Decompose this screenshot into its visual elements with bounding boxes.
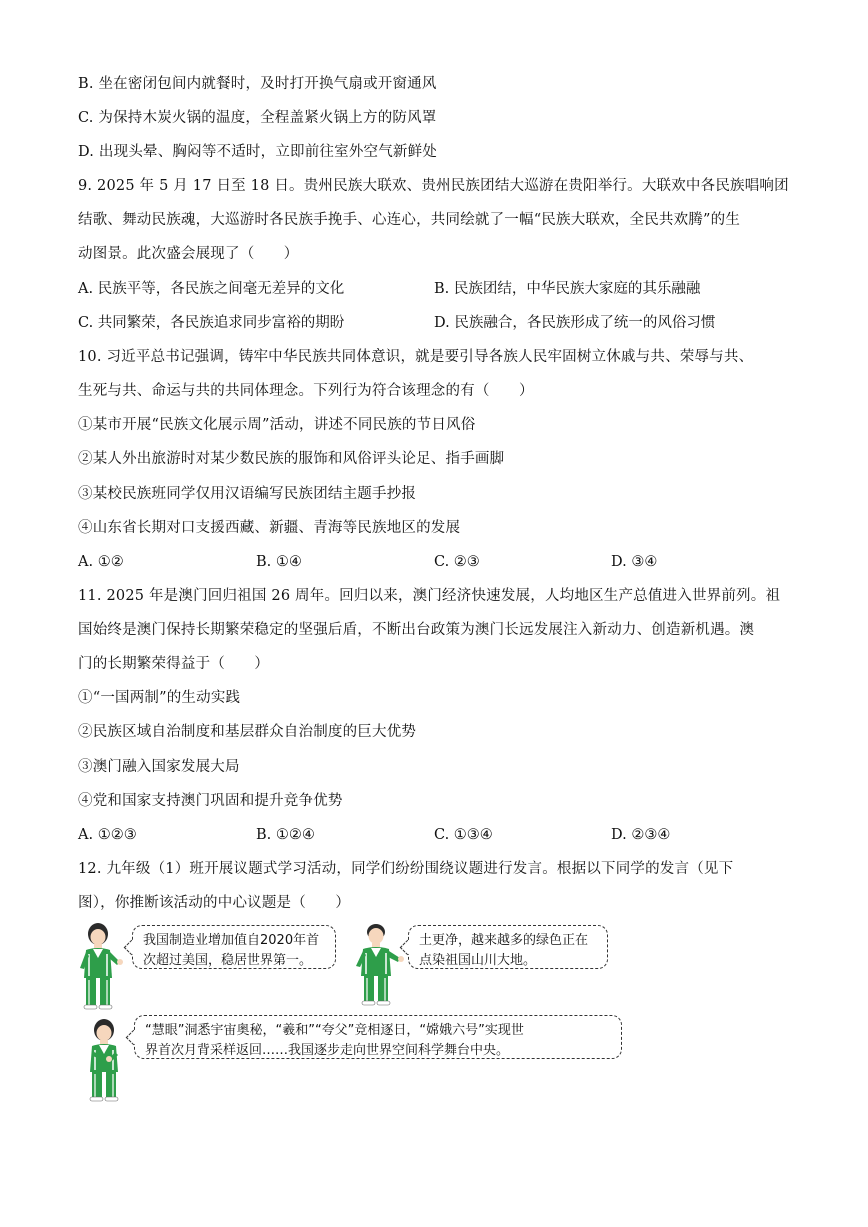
q10-statement-3: ③某校民族班同学仅用汉语编写民族团结主题手抄报 xyxy=(78,486,417,502)
q10-stem-line2: 生死与共、命运与共的共同体理念。下列行为符合该理念的有（ ） xyxy=(78,383,534,399)
q10-option-a: A. ①② xyxy=(78,554,124,570)
q8-option-d: D. 出现头晕、胸闷等不适时，立即前往室外空气新鲜处 xyxy=(78,144,438,160)
q11-statement-3: ③澳门融入国家发展大局 xyxy=(78,759,240,775)
q10-statement-4: ④山东省长期对口支援西藏、新疆、青海等民族地区的发展 xyxy=(78,520,461,536)
q11-option-d: D. ②③④ xyxy=(611,827,671,843)
q11-options-row xyxy=(78,825,798,845)
q11-stem-line2: 国始终是澳门保持长期繁荣稳定的坚强后盾，不断出台政策为澳门长远发展注入新动力、创造新机遇。澳 xyxy=(78,622,755,638)
q11-statement-1: ①“一国两制”的生动实践 xyxy=(78,690,241,706)
speech-bubble-2-line1: 土更净，越来越多的绿色正在 xyxy=(419,933,589,948)
q9-option-c: C. 共同繁荣，各民族追求同步富裕的期盼 xyxy=(78,315,345,331)
q9-option-d: D. 民族融合，各民族形成了统一的风俗习惯 xyxy=(434,315,716,331)
q10-statement-1: ①某市开展“民族文化展示周”活动，讲述不同民族的节日风俗 xyxy=(78,417,476,433)
q10-stem-line1: 10. 习近平总书记强调，铸牢中华民族共同体意识，就是要引导各族人民牢固树立休戚与共、荣辱与共、 xyxy=(78,349,754,365)
q9-stem-line1: 9. 2025 年 5 月 17 日至 18 日。贵州民族大联欢、贵州民族团结大巡游在贵阳举行。大联欢中各民族唱响团 xyxy=(78,178,789,194)
q10-option-d: D. ③④ xyxy=(611,554,658,570)
q8-option-b: B. 坐在密闭包间内就餐时，及时打开换气扇或开窗通风 xyxy=(78,76,437,92)
q9-stem-line2: 结歌、舞动民族魂，大巡游时各民族手挽手、心连心，共同绘就了一幅“民族大联欢，全民共欢腾”的生 xyxy=(78,212,741,228)
q11-option-c: C. ①③④ xyxy=(434,827,493,843)
q10-option-b: B. ①④ xyxy=(256,554,302,570)
speech-bubble-3 xyxy=(134,1015,622,1059)
q11-option-b: B. ①②④ xyxy=(256,827,315,843)
q11-stem-line3: 门的长期繁荣得益于（ ） xyxy=(78,656,270,672)
q11-statement-4: ④党和国家支持澳门巩固和提升竞争优势 xyxy=(78,793,343,809)
q9-option-a: A. 民族平等，各民族之间毫无差异的文化 xyxy=(78,281,345,297)
q12-stem-line2: 图），你推断该活动的中心议题是（ ） xyxy=(78,895,351,911)
q11-statement-2: ②民族区域自治制度和基层群众自治制度的巨大优势 xyxy=(78,724,417,740)
student-girl-figure-2 xyxy=(82,1018,130,1102)
q8-option-c: C. 为保持木炭火锅的温度，全程盖紧火锅上方的防风罩 xyxy=(78,110,437,126)
q11-stem-line1: 11. 2025 年是澳门回归祖国 26 周年。回归以来，澳门经济快速发展，人均地区生产总值进入世界前列。祖 xyxy=(78,588,781,604)
student-boy-figure xyxy=(352,922,406,1006)
q9-options-row1 xyxy=(78,279,798,299)
q9-option-b: B. 民族团结，中华民族大家庭的其乐融融 xyxy=(434,281,701,297)
student-girl-figure-1 xyxy=(76,922,126,1010)
q10-statement-2: ②某人外出旅游时对某少数民族的服饰和风俗评头论足、指手画脚 xyxy=(78,451,505,467)
speech-bubble-1-line2: 次超过美国，稳居世界第一。 xyxy=(143,953,313,968)
speech-bubble-1-line1: 我国制造业增加值自2020年首 xyxy=(143,933,320,948)
q11-option-a: A. ①②③ xyxy=(78,827,137,843)
q10-option-c: C. ②③ xyxy=(434,554,480,570)
speech-bubble-3-line2: 界首次月背采样返回……我国逐步走向世界空间科学舞台中央。 xyxy=(145,1043,510,1058)
speech-bubble-2-line2: 点染祖国山川大地。 xyxy=(419,953,537,968)
speech-bubble-1 xyxy=(132,925,336,969)
q9-stem-line3: 动图景。此次盛会展现了（ ） xyxy=(78,246,299,262)
q10-options-row xyxy=(78,552,798,572)
q12-stem-line1: 12. 九年级（1）班开展议题式学习活动，同学们纷纷围绕议题进行发言。根据以下同学的发言（见下 xyxy=(78,861,734,877)
speech-bubble-2 xyxy=(408,925,608,969)
q9-options-row2 xyxy=(78,313,798,333)
speech-bubble-3-line1: “慧眼”洞悉宇宙奥秘，“羲和”“夸父”竞相逐日，“嫦娥六号”实现世 xyxy=(145,1023,524,1038)
